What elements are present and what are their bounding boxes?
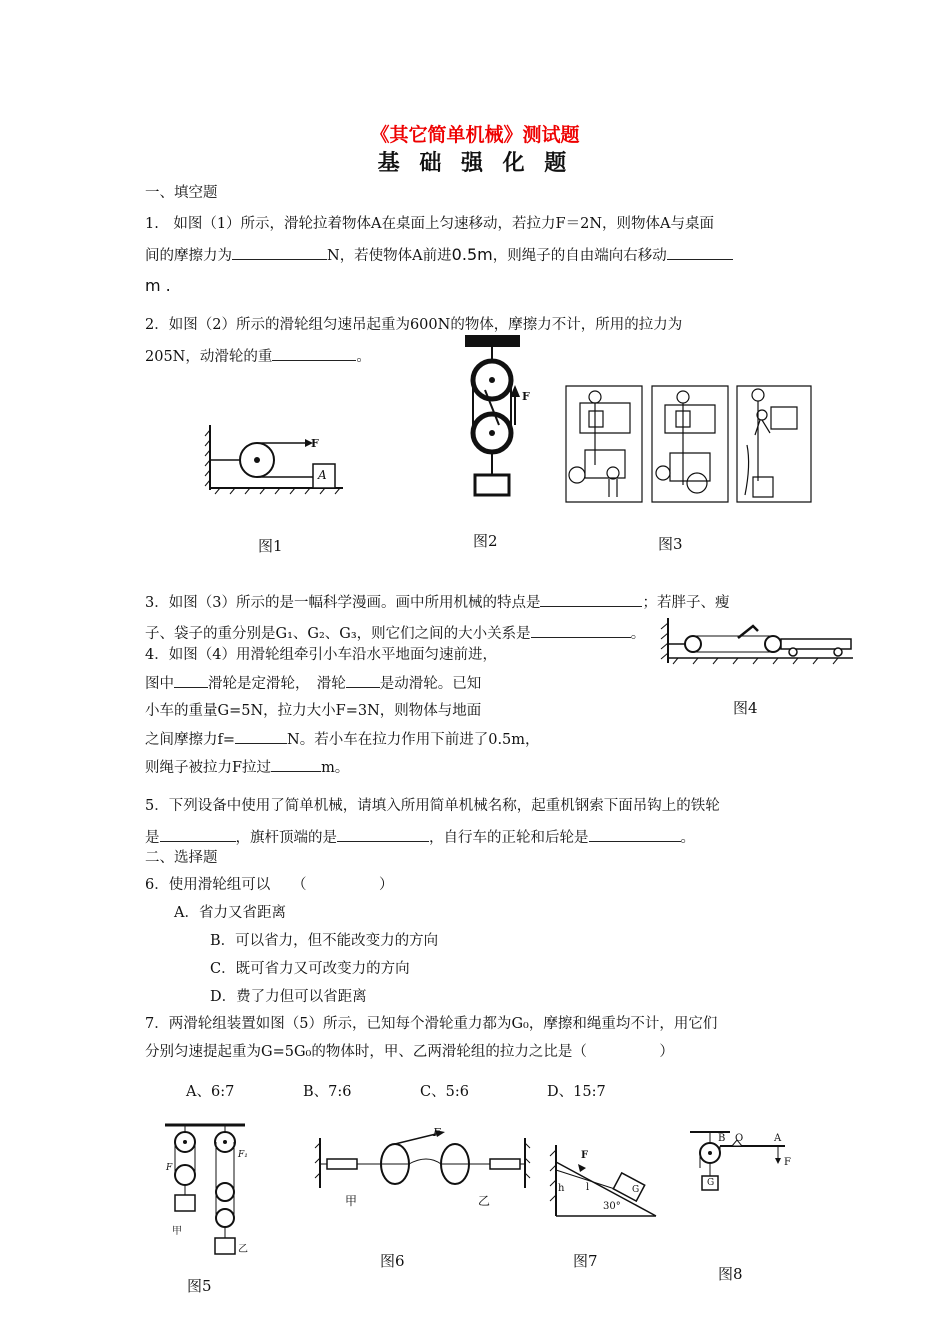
q1-distance: 0.5m — [451, 245, 493, 264]
figure-7-angle-label: 30° — [603, 1201, 621, 1212]
figure-8-label-b: B — [718, 1133, 726, 1144]
figure-5-force-label: F — [166, 1163, 173, 1173]
test-title: 《其它简单机械》测试题 — [370, 124, 580, 146]
figure-2-force-label: F — [522, 390, 530, 403]
figure-3-cartoon — [565, 385, 813, 503]
q4-line4 — [145, 729, 540, 750]
figure-4-diagram — [658, 618, 858, 668]
q3-text-a: 3．如图（3）所示的是一幅科学漫画。画中所用机械的特点是 — [145, 595, 541, 611]
q7-option-c[interactable]: C、5:6 — [420, 1084, 469, 1100]
q4-text-f: 则绳子被拉力F拉过 — [145, 760, 272, 776]
q1-text-a: 间的摩擦力为 — [145, 248, 232, 264]
q4-text-b: 滑轮是定滑轮， 滑轮 — [208, 676, 346, 692]
figure-8-caption: 图8 — [718, 1265, 743, 1283]
figure-1-block-label: A — [318, 468, 327, 482]
q1-blank-2[interactable] — [667, 245, 733, 260]
q6-option-b[interactable]: B．可以省力，但不能改变力的方向 — [210, 933, 439, 949]
q6-option-a[interactable]: A．省力又省距离 — [174, 905, 286, 921]
figure-8-force-label: F — [784, 1157, 791, 1168]
q6-option-c[interactable]: C．既可省力又可改变力的方向 — [210, 961, 410, 977]
section-multiple-choice: 二、选择题 — [145, 850, 218, 866]
q5-text-c: ，自行车的正轮和后轮是 — [429, 830, 589, 846]
q1-line1: 1. 如图（1）所示，滑轮拉着物体A在桌面上匀速移动，若拉力F＝2N，则物体A与桌面 — [145, 216, 714, 232]
figure-8-label-a: A — [774, 1133, 782, 1144]
q1-line2 — [145, 245, 733, 266]
figure-2-caption: 图2 — [473, 532, 498, 550]
figure-1-force-label: F — [311, 437, 319, 450]
q2-text-a: 205N，动滑轮的重 — [145, 349, 273, 365]
q4-line5 — [145, 757, 349, 778]
figure-8-label-o: O — [735, 1133, 744, 1144]
figure-2-diagram — [455, 335, 535, 500]
figure-3-caption: 图3 — [658, 535, 683, 553]
q2-text-b: 。 — [356, 349, 371, 365]
q7-option-a[interactable]: A、6:7 — [186, 1084, 235, 1100]
q3-blank-2[interactable] — [531, 623, 631, 638]
q7-line2: 分别匀速提起重为G=5G₀的物体时，甲、乙两滑轮组的拉力之比是（ ） — [145, 1044, 674, 1060]
q1-text-b: N，若使物体A前进 — [327, 248, 452, 264]
figure-6-force-label: F — [433, 1126, 441, 1139]
q4-text-e: N。若小车在拉力作用下前进了0.5m， — [287, 732, 540, 748]
q5-blank-1[interactable] — [160, 827, 236, 842]
q4-line2 — [145, 673, 481, 694]
test-subtitle: 基 础 强 化 题 — [377, 150, 573, 176]
q5-line2 — [145, 827, 695, 848]
q4-text-d: 之间摩擦力f= — [145, 732, 236, 748]
figure-7-force-label: F — [581, 1150, 589, 1161]
figure-5-label-jia: 甲 — [172, 1226, 182, 1237]
figure-5-force-label-2: F₁ — [238, 1150, 248, 1160]
figure-5-label-yi: 乙 — [238, 1244, 248, 1255]
q5-line1: 5．下列设备中使用了简单机械，请填入所用简单机械名称，起重机钢索下面吊钩上的铁轮 — [145, 798, 720, 814]
figure-7-caption: 图7 — [573, 1252, 598, 1270]
q1-text-c: ，则绳子的自由端向右移动 — [492, 248, 667, 264]
q7-option-d[interactable]: D、15:7 — [547, 1084, 606, 1100]
q3-line1 — [145, 592, 729, 613]
q4-blank-1[interactable] — [174, 673, 208, 688]
q7-option-b[interactable]: B、7:6 — [303, 1084, 352, 1100]
q4-text-c: 是动滑轮。已知 — [379, 676, 482, 692]
figure-6-label-jia: 甲 — [345, 1194, 358, 1208]
q1-line3: m . — [145, 276, 171, 295]
figure-8-weight-label: G — [707, 1178, 715, 1188]
q3-text-d: 。 — [630, 626, 646, 642]
q3-text-c: 子、袋子的重分别是G₁、G₂、G₃，则它们之间的大小关系是 — [145, 626, 531, 642]
q6-option-d[interactable]: D．费了力但可以省距离 — [210, 989, 367, 1005]
figure-7-length-label: l — [586, 1182, 590, 1193]
figure-5-caption: 图5 — [187, 1277, 212, 1295]
q5-text-a: 是 — [145, 830, 160, 846]
q5-text-b: ，旗杆顶端的是 — [235, 830, 337, 846]
q5-text-d: 。 — [680, 830, 695, 846]
q4-blank-3[interactable] — [235, 729, 287, 744]
q2-line1: 2．如图（2）所示的滑轮组匀速吊起重为600N的物体，摩擦力不计，所用的拉力为 — [145, 317, 683, 333]
q3-text-b: ；若胖子、瘦 — [642, 595, 730, 611]
q4-text-g: m。 — [321, 760, 350, 776]
q4-blank-4[interactable] — [271, 757, 321, 772]
figure-7-weight-label: G — [632, 1185, 640, 1195]
q4-text-a: 图中 — [145, 676, 174, 692]
q1-blank-1[interactable] — [232, 245, 327, 260]
figure-6-caption: 图6 — [380, 1252, 405, 1270]
figure-1-caption: 图1 — [258, 537, 283, 555]
q7-line1: 7．两滑轮组装置如图（5）所示，已知每个滑轮重力都为G₀，摩擦和绳重均不计，用它们 — [145, 1016, 718, 1032]
q5-blank-3[interactable] — [589, 827, 681, 842]
q4-line3: 小车的重量G=5N，拉力大小F=3N，则物体与地面 — [145, 703, 482, 719]
q5-blank-2[interactable] — [337, 827, 429, 842]
q3-line2 — [145, 623, 645, 644]
figure-1-diagram — [205, 420, 345, 495]
figure-5-diagram — [160, 1120, 250, 1260]
q2-line2 — [145, 346, 371, 367]
figure-4-caption: 图4 — [733, 699, 758, 717]
section-fill-blank: 一、填空题 — [145, 185, 218, 201]
q4-blank-2[interactable] — [346, 673, 380, 688]
q3-blank-1[interactable] — [540, 592, 642, 607]
q4-line1: 4．如图（4）用滑轮组牵引小车沿水平地面匀速前进， — [145, 647, 497, 663]
q6-stem: 6．使用滑轮组可以 （ ） — [145, 877, 394, 893]
q2-blank[interactable] — [272, 346, 356, 361]
figure-7-height-label: h — [558, 1183, 565, 1194]
figure-6-label-yi: 乙 — [478, 1194, 491, 1208]
